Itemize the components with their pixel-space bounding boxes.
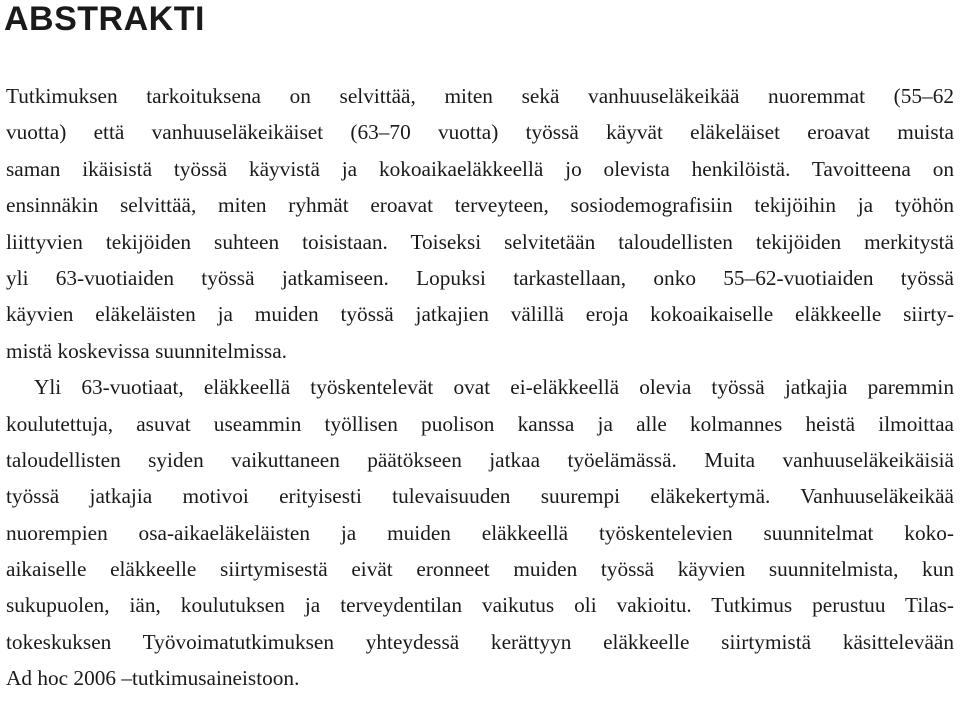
text-line: Ad hoc 2006 –tutkimusaineistoon. bbox=[6, 666, 300, 691]
text-line: taloudellisten syiden vaikuttaneen päätökseen jatkaa työelämässä. Muita vanhuuseläkeikäisiä bbox=[6, 447, 954, 472]
text-line: ensinnäkin selvittää, miten ryhmät eroavat terveyteen, sosiodemografisiin tekijöihin ja työhön bbox=[6, 193, 954, 218]
text-line: liittyvien tekijöiden suhteen toisistaan. Toiseksi selvitetään taloudellisten tekijöiden merkitystä bbox=[6, 229, 954, 254]
text-line: saman ikäisistä työssä käyvistä ja kokoaikaeläkkeellä jo olevista henkilöistä. Tavoitteena on bbox=[6, 156, 954, 181]
text-line: koulutettuja, asuvat useammin työllisen puolison kanssa ja alle kolmannes heistä ilmoittaa bbox=[6, 411, 954, 436]
text-line: tokeskuksen Työvoimatutkimuksen yhteydessä kerättyyn eläkkeelle siirtymistä käsittelevään bbox=[6, 629, 954, 654]
text-line: vuotta) että vanhuuseläkeikäiset (63–70 vuotta) työssä käyvät eläkeläiset eroavat muista bbox=[6, 120, 954, 145]
text-line: mistä koskevissa suunnitelmissa. bbox=[6, 338, 287, 363]
paragraph-2 bbox=[6, 369, 954, 697]
text-line: yli 63-vuotiaiden työssä jatkamiseen. Lopuksi tarkastellaan, onko 55–62-vuotiaiden työssä bbox=[6, 265, 954, 290]
section-heading: ABSTRAKTI bbox=[4, 0, 205, 38]
text-line: aikaiselle eläkkeelle siirtymisestä eivät eronneet muiden työssä käyvien suunnitelmista, kun bbox=[6, 557, 954, 582]
text-line: Tutkimuksen tarkoituksena on selvittää, miten sekä vanhuuseläkeikää nuoremmat (55–62 bbox=[6, 84, 954, 108]
text-line: nuorempien osa-aikaeläkeläisten ja muiden eläkkeellä työskentelevien suunnitelmat koko- bbox=[6, 520, 954, 545]
text-line: sukupuolen, iän, koulutuksen ja terveydentilan vaikutus oli vakioitu. Tutkimus perustuu Tilas- bbox=[6, 593, 954, 618]
text-line: käyvien eläkeläisten ja muiden työssä jatkajien välillä eroja kokoaikaiselle eläkkeelle siirty- bbox=[6, 302, 954, 327]
text-line: Yli 63-vuotiaat, eläkkeellä työskentelevät ovat ei-eläkkeellä olevia työssä jatkajia paremmin bbox=[34, 375, 954, 400]
paragraph-1 bbox=[6, 78, 954, 369]
text-line: työssä jatkajia motivoi erityisesti tulevaisuuden suurempi eläkekertymä. Vanhuuseläkeikää bbox=[6, 484, 954, 509]
abstract-body bbox=[6, 78, 954, 697]
